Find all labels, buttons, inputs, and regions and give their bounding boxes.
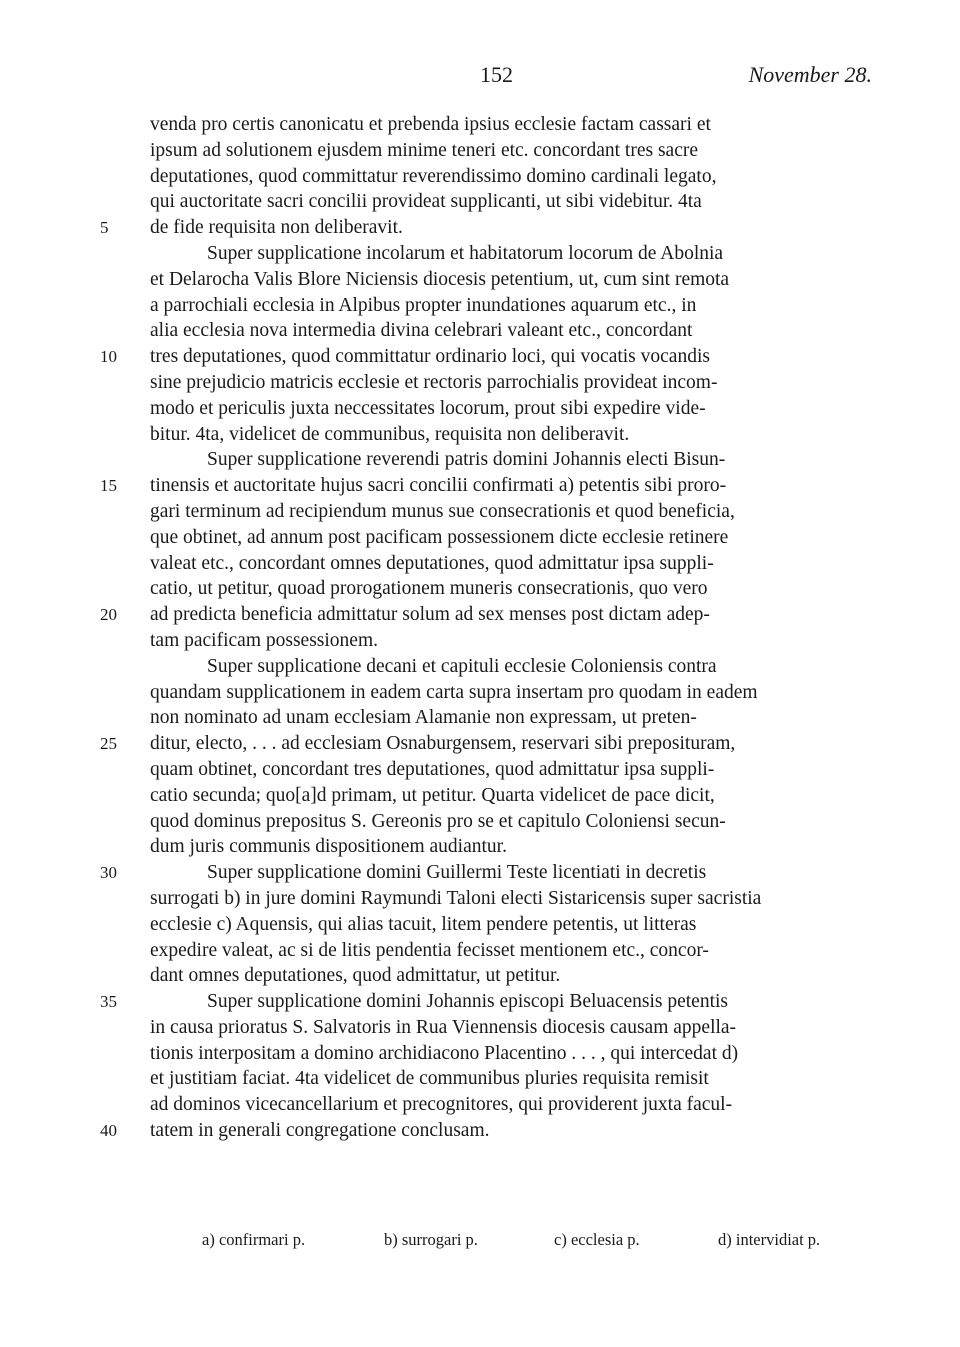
line-text: catio secunda; quo[a]d primam, ut petitur. Quarta videlicet de pace dicit, — [150, 784, 715, 806]
text-line — [0, 447, 960, 473]
line-number: 30 — [100, 863, 117, 883]
line-text: tam pacificam possessionem. — [150, 629, 378, 651]
text-line — [0, 138, 960, 164]
text-line — [0, 654, 960, 680]
line-text: valeat etc., concordant omnes deputationes, quod admittatur ipsa suppli- — [150, 552, 714, 574]
text-line — [0, 189, 960, 215]
line-text: sine prejudicio matricis ecclesie et rectoris parrochialis provideat incom- — [150, 371, 718, 393]
text-line — [0, 963, 960, 989]
text-line — [0, 318, 960, 344]
line-text: qui auctoritate sacri concilii provideat supplicanti, ut sibi videbitur. 4ta — [150, 191, 702, 213]
footnote-d: d) intervidiat p. — [718, 1230, 821, 1249]
line-text: gari terminum ad recipiendum munus sue consecrationis et quod beneficia, — [150, 500, 735, 522]
line-text: Super supplicatione reverendi patris domini Johannis electi Bisun- — [207, 449, 726, 471]
line-text: bitur. 4ta, videlicet de communibus, requisita non deliberavit. — [150, 423, 630, 445]
line-text: a parrochiali ecclesia in Alpibus propter inundationes aquarum etc., in — [150, 294, 697, 316]
line-text: Super supplicatione incolarum et habitatorum locorum de Abolnia — [207, 242, 724, 264]
line-text: tinensis et auctoritate hujus sacri concilii confirmati a) petentis sibi proro- — [150, 475, 727, 497]
line-text: alia ecclesia nova intermedia divina celebrari valeant etc., concordant — [150, 320, 693, 342]
text-line — [0, 112, 960, 138]
text-line — [0, 1118, 960, 1144]
line-text: surrogati b) in jure domini Raymundi Taloni electi Sistaricensis super sacristia — [150, 887, 762, 909]
text-line — [0, 757, 960, 783]
text-line — [0, 1015, 960, 1041]
line-number: 40 — [100, 1121, 117, 1141]
line-text: que obtinet, ad annum post pacificam possessionem dicte ecclesie retinere — [150, 526, 729, 548]
text-line — [0, 267, 960, 293]
text-line — [0, 834, 960, 860]
page-number: 152 — [480, 62, 513, 87]
line-text: tatem in generali congregatione conclusam. — [150, 1120, 490, 1142]
line-text: expedire valeat, ac si de litis pendentia fecisset mentionem etc., concor- — [150, 939, 709, 961]
body-text — [0, 112, 960, 1144]
text-line — [0, 525, 960, 551]
line-text: et justitiam faciat. 4ta videlicet de communibus pluries requisita remisit — [150, 1068, 709, 1090]
line-number: 35 — [100, 992, 117, 1012]
line-text: deputationes, quod committatur reverendissimo domino cardinali legato, — [150, 165, 717, 187]
line-text: de fide requisita non deliberavit. — [150, 217, 403, 239]
text-line — [0, 551, 960, 577]
text-line — [0, 860, 960, 886]
line-text: Super supplicatione decani et capituli ecclesie Coloniensis contra — [207, 655, 717, 677]
text-line — [0, 422, 960, 448]
line-text: modo et periculis juxta neccessitates locorum, prout sibi expedire vide- — [150, 397, 706, 419]
text-line — [0, 1066, 960, 1092]
line-number: 5 — [100, 218, 109, 238]
line-text: quandam supplicationem in eadem carta supra insertam pro quodam in eadem — [150, 681, 758, 703]
page-header — [0, 62, 960, 92]
line-text: ipsum ad solutionem ejusdem minime teneri etc. concordant tres sacre — [150, 139, 698, 161]
line-text: venda pro certis canonicatu et prebenda ipsius ecclesie factam cassari et — [150, 114, 711, 135]
text-line — [0, 1041, 960, 1067]
line-text: non nominato ad unam ecclesiam Alamanie non expressam, ut preten- — [150, 707, 697, 729]
footnote-b: b) surrogari p. — [384, 1230, 478, 1249]
text-line — [0, 576, 960, 602]
line-number: 25 — [100, 734, 117, 754]
text-line — [0, 164, 960, 190]
text-line — [0, 938, 960, 964]
line-number: 10 — [100, 347, 117, 367]
line-number: 15 — [100, 476, 117, 496]
line-number: 20 — [100, 605, 117, 625]
line-text: in causa prioratus S. Salvatoris in Rua Viennensis diocesis causam appella- — [150, 1016, 737, 1038]
text-line — [0, 783, 960, 809]
text-line — [0, 628, 960, 654]
line-text: dant omnes deputationes, quod admittatur, ut petitur. — [150, 965, 561, 987]
text-line — [0, 396, 960, 422]
line-text: catio, ut petitur, quoad prorogationem muneris consecrationis, quo vero — [150, 578, 708, 600]
line-text: ditur, electo, . . . ad ecclesiam Osnaburgensem, reservari sibi preposituram, — [150, 733, 736, 755]
line-text: Super supplicatione domini Guillermi Teste licentiati in decretis — [207, 862, 707, 884]
text-line — [0, 989, 960, 1015]
text-line — [0, 886, 960, 912]
text-line — [0, 705, 960, 731]
line-text: tres deputationes, quod committatur ordinario loci, qui vocatis vocandis — [150, 346, 710, 368]
text-line — [0, 499, 960, 525]
text-line — [0, 1092, 960, 1118]
line-text: et Delarocha Valis Blore Niciensis diocesis petentium, ut, cum sint remota — [150, 268, 730, 290]
text-line — [0, 809, 960, 835]
line-text: ad predicta beneficia admittatur solum ad sex menses post dictam adep- — [150, 604, 710, 626]
text-line — [0, 731, 960, 757]
line-text: tionis interpositam a domino archidiacono Placentino . . . , qui intercedat d) — [150, 1042, 739, 1064]
text-line — [0, 241, 960, 267]
text-line — [0, 370, 960, 396]
line-text: ad dominos vicecancellarium et precognitores, qui providerent juxta facul- — [150, 1094, 733, 1116]
footnote-a: a) confirmari p. — [202, 1230, 306, 1249]
footnote-c: c) ecclesia p. — [554, 1230, 640, 1249]
text-line — [0, 293, 960, 319]
running-head: November 28. — [748, 62, 872, 87]
line-text: ecclesie c) Aquensis, qui alias tacuit, litem pendere petentis, ut litteras — [150, 913, 697, 935]
text-line — [0, 473, 960, 499]
footnotes — [0, 1230, 960, 1258]
line-text: quod dominus prepositus S. Gereonis pro se et capitulo Coloniensi secun- — [150, 810, 726, 832]
text-line — [0, 215, 960, 241]
text-line — [0, 602, 960, 628]
line-text: quam obtinet, concordant tres deputationes, quod admittatur ipsa suppli- — [150, 758, 715, 780]
text-line — [0, 680, 960, 706]
text-line — [0, 344, 960, 370]
line-text: dum juris communis dispositionem audiantur. — [150, 836, 507, 858]
text-line — [0, 912, 960, 938]
line-text: Super supplicatione domini Johannis episcopi Beluacensis petentis — [207, 991, 728, 1013]
